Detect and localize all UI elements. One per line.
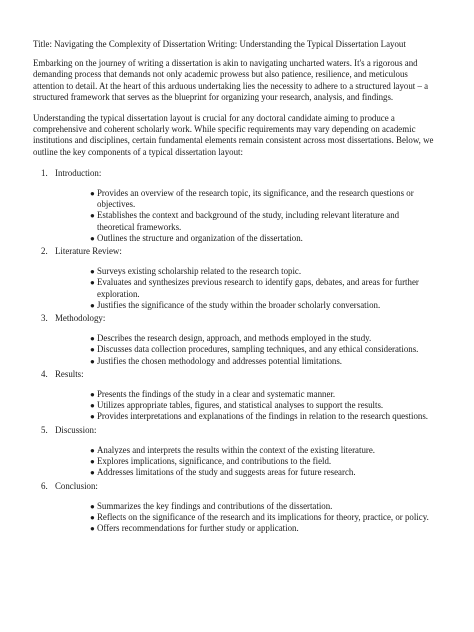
bullet-icon: ● — [90, 390, 95, 400]
bullet-text: Analyzes and interprets the results within the context of the existing literature. — [97, 444, 376, 455]
bullet-text: Surveys existing scholarship related to the research topic. — [97, 266, 302, 277]
section-number: 2. — [41, 246, 48, 257]
section-heading-text: Methodology: — [55, 313, 106, 324]
bullet-text: Justifies the chosen methodology and addresses potential limitations. — [97, 355, 343, 366]
bullet-icon: ● — [90, 412, 95, 422]
bullet-text: Summarizes the key findings and contributions of the dissertation. — [97, 500, 333, 511]
bullet-item — [90, 333, 438, 344]
bullet-text: Addresses limitations of the study and suggests areas for future research. — [97, 467, 356, 478]
bullet-icon: ● — [90, 524, 95, 534]
bullet-item — [90, 467, 438, 478]
section-number: 3. — [41, 313, 48, 324]
bullet-icon: ● — [90, 468, 95, 478]
bullet-text: Describes the research design, approach, and methods employed in the study. — [97, 333, 372, 344]
bullet-text: Offers recommendations for further study or application. — [97, 523, 299, 534]
bullet-icon: ● — [90, 278, 95, 288]
section-item — [33, 425, 438, 481]
bullet-item — [90, 523, 438, 534]
bullet-item — [90, 411, 438, 422]
bullet-icon: ● — [90, 445, 95, 455]
section-item — [33, 313, 438, 369]
bullet-item — [90, 500, 438, 512]
section-heading — [33, 168, 438, 179]
bullet-text: Provides interpretations and explanations of the findings in relation to the research questions. — [97, 411, 429, 422]
bullet-text: Justifies the significance of the study within the broader scholarly conversation. — [97, 299, 381, 310]
section-list — [33, 168, 438, 536]
document-title: Title: Navigating the Complexity of Dissertation Writing: Understanding the Typical Dissertation Layout — [33, 39, 406, 49]
layout-paragraph: Understanding the typical dissertation layout is crucial for any doctoral candidate aiming to produce a comprehensive and coherent scholarly work. While specific requirements may vary depending on academic institutions and disciplines, certain fundamental elements remain consistent across most dissertations. Below, we outline the key components of a typical dissertation layout: — [33, 113, 434, 157]
section-heading — [33, 481, 438, 492]
bullet-item — [90, 444, 438, 456]
section-number: 6. — [41, 480, 48, 491]
bullet-item — [90, 299, 438, 311]
bullet-icon: ● — [90, 501, 95, 511]
bullet-item — [90, 188, 438, 210]
bullet-item — [90, 511, 438, 523]
section-heading — [33, 369, 438, 380]
bullet-text: Evaluates and synthesizes previous research to identify gaps, debates, and areas for further exploration. — [97, 277, 419, 299]
section-heading-text: Results: — [55, 368, 84, 379]
bullet-item — [90, 232, 438, 244]
section-heading — [33, 425, 438, 436]
bullet-icon: ● — [90, 267, 95, 277]
bullet-text: Outlines the structure and organization of the dissertation. — [97, 232, 303, 243]
bullet-icon: ● — [90, 457, 95, 467]
section-heading — [33, 313, 438, 324]
section-number: 5. — [41, 424, 48, 435]
bullet-icon: ● — [90, 356, 95, 366]
section-heading-text: Literature Review: — [55, 246, 122, 257]
bullet-icon: ● — [90, 211, 95, 221]
bullet-item — [90, 344, 438, 355]
bullet-list — [33, 445, 438, 481]
section-item — [33, 369, 438, 425]
bullet-icon: ● — [90, 189, 95, 199]
intro-paragraph: Embarking on the journey of writing a dissertation is akin to navigating uncharted waters. It's a rigorous and demanding process that demands not only academic prowess but also patience, resilience, and meticulous attention to detail. At the heart of this arduous undertaking lies the necessity to adhere to a structured layout – a structured framework that serves as the blueprint for organizing your research, analysis, and findings. — [33, 58, 429, 102]
section-heading — [33, 246, 438, 257]
bullet-item — [90, 389, 438, 400]
bullet-icon: ● — [90, 334, 95, 344]
bullet-text: Discusses data collection procedures, sampling techniques, and any ethical considerations. — [97, 344, 419, 355]
bullet-item — [90, 210, 438, 232]
bullet-icon: ● — [90, 345, 95, 355]
bullet-list — [33, 389, 438, 425]
section-item — [33, 168, 438, 246]
bullet-item — [90, 400, 438, 411]
section-item — [33, 481, 438, 537]
bullet-list — [33, 266, 438, 313]
bullet-icon: ● — [90, 233, 95, 243]
bullet-item — [90, 266, 438, 277]
bullet-item — [90, 456, 438, 467]
bullet-text: Utilizes appropriate tables, figures, and statistical analyses to support the results. — [97, 400, 384, 411]
bullet-icon: ● — [90, 300, 95, 310]
section-heading-text: Introduction: — [55, 167, 102, 178]
section-item — [33, 246, 438, 313]
bullet-text: Reflects on the significance of the research and its implications for theory, practice, or policy. — [97, 511, 429, 522]
bullet-item — [90, 277, 438, 299]
section-heading-text: Conclusion: — [55, 480, 98, 491]
bullet-list — [33, 333, 438, 369]
section-heading-text: Discussion: — [55, 424, 97, 435]
section-number: 1. — [41, 167, 48, 178]
bullet-list — [33, 188, 438, 246]
bullet-icon: ● — [90, 512, 95, 522]
section-number: 4. — [41, 368, 48, 379]
bullet-text: Establishes the context and background of the study, including relevant literature and theoretical frameworks. — [97, 210, 400, 232]
bullet-icon: ● — [90, 401, 95, 411]
bullet-text: Presents the findings of the study in a clear and systematic manner. — [97, 389, 336, 400]
bullet-text: Explores implications, significance, and contributions to the field. — [97, 456, 332, 467]
bullet-text: Provides an overview of the research topic, its significance, and the research questions or objectives. — [97, 188, 414, 210]
bullet-item — [90, 355, 438, 367]
bullet-list — [33, 501, 438, 537]
